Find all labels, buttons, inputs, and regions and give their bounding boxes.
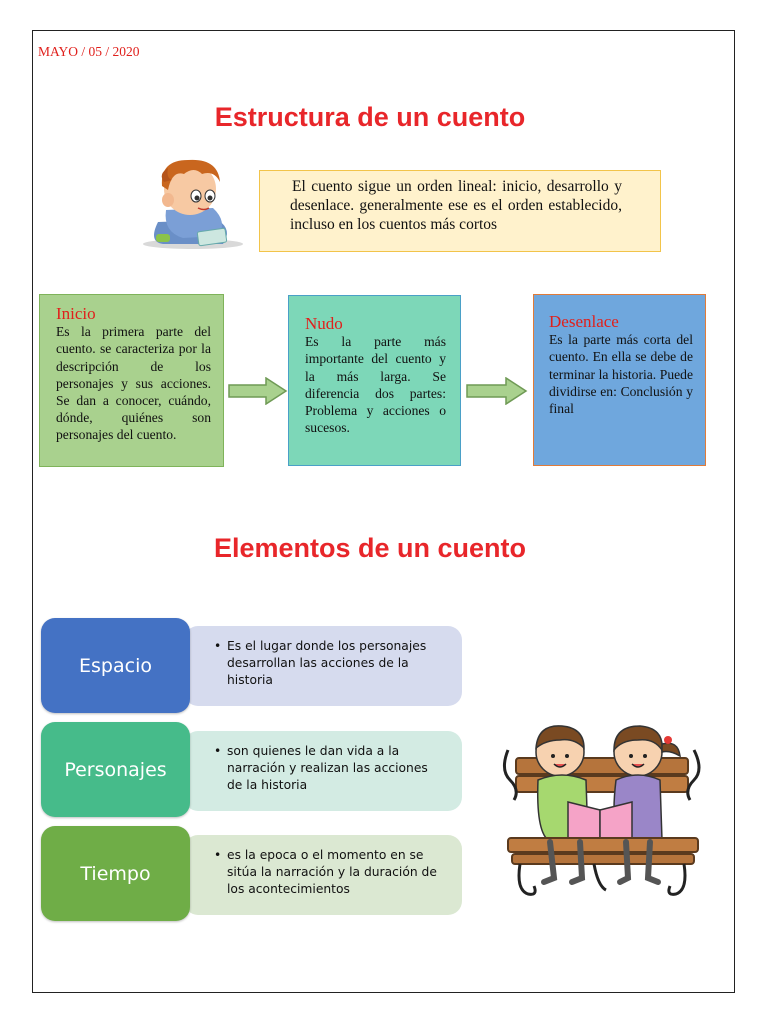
intro-box [259,170,661,252]
section-title-structure: Estructura de un cuento [214,102,526,132]
part-inicio-text: Es la primera parte del cuento. se caracteriza por la descripción de los personajes y sus acciones. Se dan a conocer, cuándo, dónde, quiénes son personajes del cuento. [56,324,211,443]
part-nudo [288,295,461,466]
part-inicio-title: Inicio [56,304,96,323]
element-espacio-label-text: Espacio [79,654,152,677]
bullet: • [214,848,222,862]
element-personajes-label-text: Personajes [64,758,167,781]
section-title-elements: Elementos de un cuento [213,533,527,563]
element-espacio-text: Es el lugar donde los personajes desarrollan las acciones de la historia [227,639,427,687]
part-desenlace-text: Es la parte más corta del cuento. En ella se debe de terminar la historia. Puede dividirse en: Conclusión y final [549,332,693,417]
part-desenlace [533,294,706,466]
element-tiempo-label [41,826,190,921]
element-personajes-desc [184,731,462,811]
kids-reading-bench-illustration [498,710,708,910]
element-tiempo-label-text: Tiempo [80,862,151,885]
element-espacio-label [41,618,190,713]
part-nudo-title: Nudo [305,314,343,333]
part-inicio [39,294,224,467]
arrow-right-icon [466,377,528,405]
element-espacio-desc [184,626,462,706]
element-tiempo-text: es la epoca o el momento en se sitúa la narración y la duración de los acontecimientos [227,848,437,896]
element-personajes-text: son quienes le dan vida a la narración y realizan las acciones de la historia [227,744,428,792]
part-desenlace-title: Desenlace [549,312,619,331]
intro-text: El cuento sigue un orden lineal: inicio, desarrollo y desenlace. generalmente ese es el orden establecido, incluso en los cuentos más cortos [290,178,622,233]
boy-reading-illustration [138,152,248,252]
date-label: MAYO / 05 / 2020 [38,44,140,59]
element-personajes-label [41,722,190,817]
element-tiempo-desc [184,835,462,915]
arrow-right-icon [228,377,288,405]
bullet: • [214,639,222,653]
bullet: • [214,744,222,758]
part-nudo-text: Es la parte más importante del cuento y la más larga. Se diferencia dos partes: Problema y acciones o sucesos. [305,334,446,436]
